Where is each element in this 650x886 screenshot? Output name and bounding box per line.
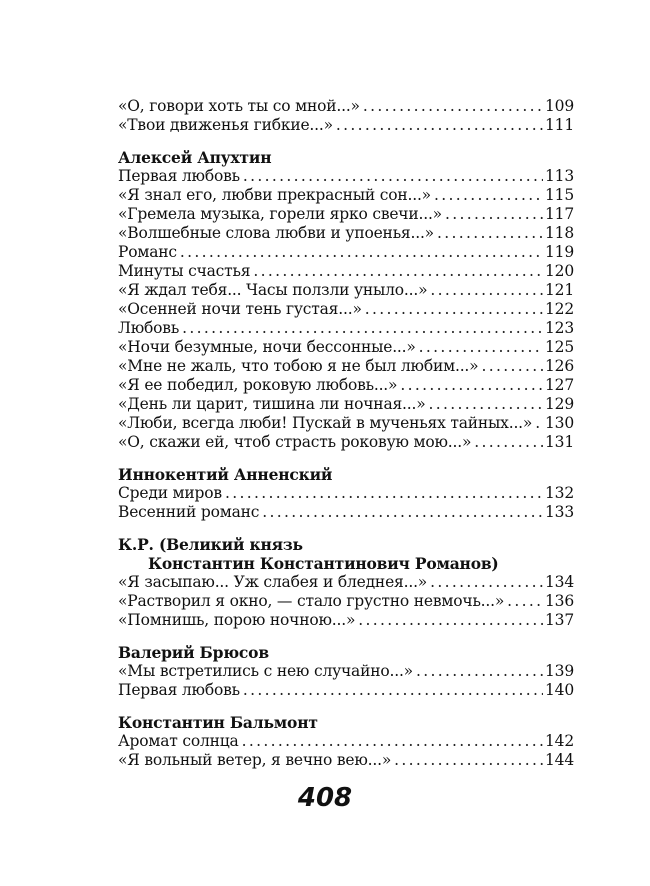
dot-leader <box>242 732 543 751</box>
toc-entry <box>118 243 574 262</box>
entry-title: Романс <box>118 243 177 261</box>
entry-page-number: 126 <box>545 357 574 375</box>
entry-page-number: 111 <box>545 116 574 134</box>
entry-page-number: 133 <box>545 503 574 521</box>
toc-entry <box>118 167 574 186</box>
dot-leader <box>535 414 543 433</box>
entry-title: «День ли царит, тишина ли ночная...» <box>118 395 426 413</box>
toc-section <box>118 643 574 700</box>
entry-page-number: 109 <box>545 97 574 115</box>
dot-leader <box>507 592 543 611</box>
entry-title: «О, скажи ей, чтоб страсть роковую мою...» <box>118 433 472 451</box>
toc-entry <box>118 414 574 433</box>
dot-leader <box>430 573 543 592</box>
toc-entry <box>118 611 574 630</box>
page-number: 408 <box>297 783 353 813</box>
author-heading: Валерий Брюсов <box>118 643 269 662</box>
toc-section <box>118 713 574 770</box>
entry-page-number: 137 <box>545 611 574 629</box>
toc-entry <box>118 376 574 395</box>
dot-leader <box>394 751 543 770</box>
toc-entry <box>118 503 574 522</box>
entry-page-number: 115 <box>545 186 574 204</box>
toc-entry <box>118 681 574 700</box>
entry-title: «Я знал его, любви прекрасный сон...» <box>118 186 431 204</box>
toc-entry <box>118 592 574 611</box>
entry-title: «Я ждал тебя... Часы ползли уныло...» <box>118 281 428 299</box>
author-heading-continued: Константин Константинович Романов) <box>148 554 499 573</box>
entry-title: Первая любовь <box>118 681 240 699</box>
author-heading: Константин Бальмонт <box>118 713 318 732</box>
dot-leader <box>262 503 543 522</box>
entry-page-number: 130 <box>545 414 574 432</box>
dot-leader <box>437 224 543 243</box>
dot-leader <box>481 357 543 376</box>
toc-entry <box>118 300 574 319</box>
entry-title: «Растворил я окно, — стало грустно невмочь...» <box>118 592 505 610</box>
entry-title: «Люби, всегда люби! Пускай в мученьях тайных...» <box>118 414 533 432</box>
entry-page-number: 132 <box>545 484 574 502</box>
entry-title: Среди миров <box>118 484 222 502</box>
entry-title: «Волшебные слова любви и упоенья...» <box>118 224 434 242</box>
entry-title: «Я засыпаю... Уж слабея и бледнея...» <box>118 573 428 591</box>
entry-title: «Мне не жаль, что тобою я не был любим...» <box>118 357 479 375</box>
entry-page-number: 122 <box>545 300 574 318</box>
dot-leader <box>474 433 543 452</box>
entry-title: «Помнишь, порою ночною...» <box>118 611 356 629</box>
dot-leader <box>416 662 543 681</box>
dot-leader <box>225 484 543 503</box>
author-heading: Иннокентий Анненский <box>118 465 333 484</box>
entry-page-number: 119 <box>545 243 574 261</box>
entry-page-number: 123 <box>545 319 574 337</box>
toc-entry <box>118 433 574 452</box>
dot-leader <box>243 167 543 186</box>
entry-title: «Я ее победил, роковую любовь...» <box>118 376 398 394</box>
dot-leader <box>419 338 543 357</box>
table-of-contents <box>118 97 574 770</box>
toc-section <box>118 465 574 522</box>
toc-entry <box>118 395 574 414</box>
toc-entry <box>118 484 574 503</box>
entry-page-number: 142 <box>545 732 574 750</box>
author-heading: К.Р. (Великий князь <box>118 535 303 554</box>
toc-entry <box>118 262 574 281</box>
entry-title: Первая любовь <box>118 167 240 185</box>
entry-title: «Осенней ночи тень густая...» <box>118 300 362 318</box>
entry-title: Любовь <box>118 319 180 337</box>
entry-title: Весенний романс <box>118 503 260 521</box>
entry-page-number: 125 <box>545 338 574 356</box>
toc-section <box>118 148 574 452</box>
entry-title: «Мы встретились с нею случайно...» <box>118 662 413 680</box>
entry-page-number: 129 <box>545 395 574 413</box>
toc-entry <box>118 319 574 338</box>
entry-title: «Я вольный ветер, я вечно вею...» <box>118 751 392 769</box>
entry-page-number: 136 <box>545 592 574 610</box>
toc-entry <box>118 662 574 681</box>
entry-page-number: 118 <box>545 224 574 242</box>
entry-title: «Твои движенья гибкие...» <box>118 116 333 134</box>
entry-page-number: 113 <box>545 167 574 185</box>
dot-leader <box>336 116 543 135</box>
dot-leader <box>429 395 543 414</box>
toc-entry <box>118 186 574 205</box>
toc-entry <box>118 281 574 300</box>
toc-entry <box>118 224 574 243</box>
entry-page-number: 139 <box>545 662 574 680</box>
dot-leader <box>400 376 543 395</box>
entry-page-number: 134 <box>545 573 574 591</box>
toc-entry <box>118 357 574 376</box>
toc-entry <box>118 338 574 357</box>
dot-leader <box>445 205 543 224</box>
toc-entry <box>118 97 574 116</box>
toc-section <box>118 535 574 630</box>
entry-page-number: 127 <box>545 376 574 394</box>
dot-leader <box>253 262 543 281</box>
dot-leader <box>434 186 543 205</box>
dot-leader <box>180 243 543 262</box>
entry-page-number: 144 <box>545 751 574 769</box>
entry-title: Аромат солнца <box>118 732 239 750</box>
toc-entry <box>118 751 574 770</box>
toc-section <box>118 97 574 135</box>
entry-page-number: 131 <box>545 433 574 451</box>
dot-leader <box>358 611 543 630</box>
entry-page-number: 117 <box>545 205 574 223</box>
entry-page-number: 121 <box>545 281 574 299</box>
toc-entry <box>118 116 574 135</box>
dot-leader <box>430 281 543 300</box>
dot-leader <box>363 97 543 116</box>
entry-title: «Гремела музыка, горели ярко свечи...» <box>118 205 442 223</box>
entry-page-number: 120 <box>545 262 574 280</box>
entry-page-number: 140 <box>545 681 574 699</box>
toc-entry <box>118 573 574 592</box>
entry-title: Минуты счастья <box>118 262 251 280</box>
author-heading: Алексей Апухтин <box>118 148 272 167</box>
toc-entry <box>118 732 574 751</box>
toc-entry <box>118 205 574 224</box>
dot-leader <box>243 681 543 700</box>
entry-title: «Ночи безумные, ночи бессонные...» <box>118 338 416 356</box>
entry-title: «О, говори хоть ты со мной...» <box>118 97 360 115</box>
dot-leader <box>182 319 543 338</box>
dot-leader <box>365 300 543 319</box>
